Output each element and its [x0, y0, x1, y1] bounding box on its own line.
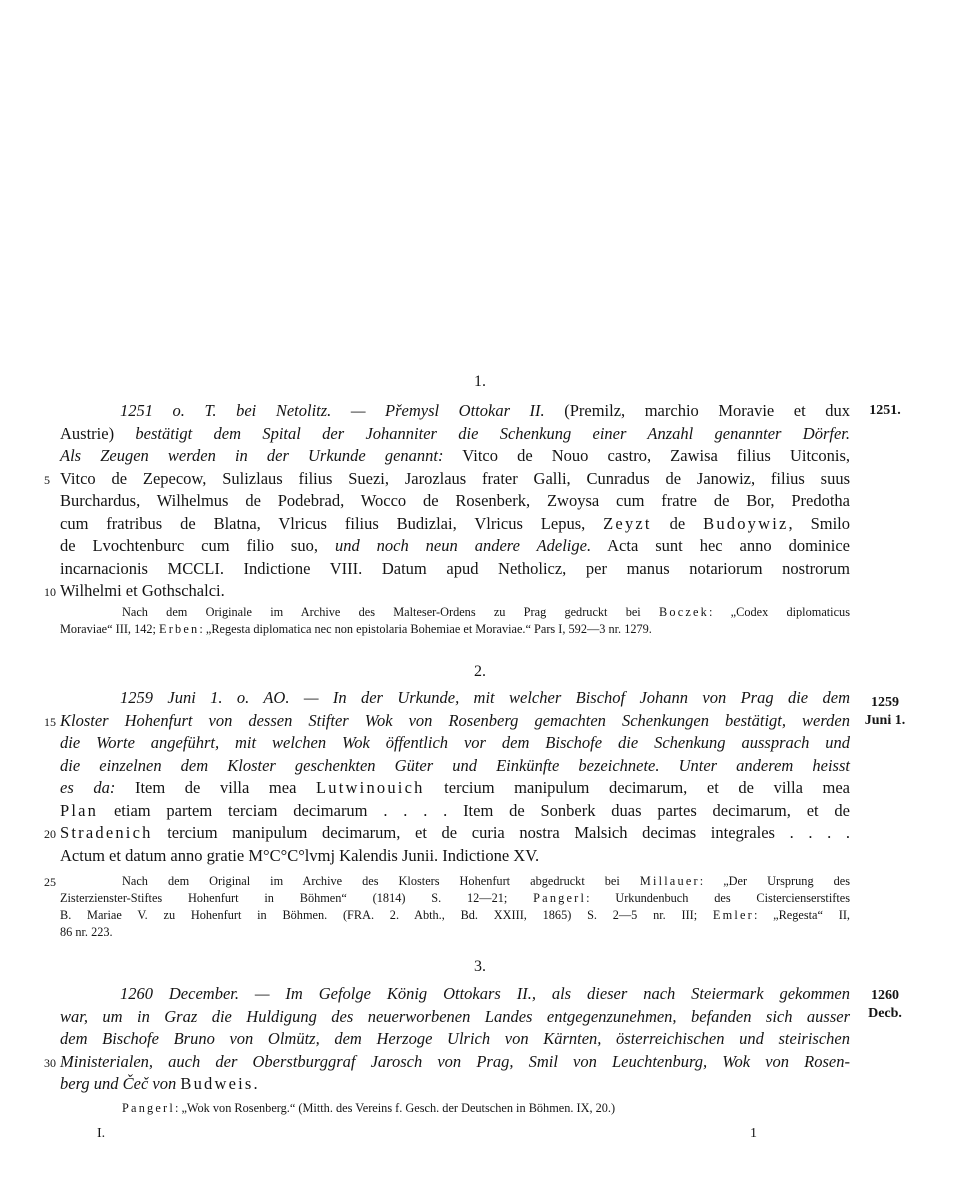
text-segment: (Premilz, marchio Moravie et dux: [544, 401, 850, 420]
note-line: [60, 604, 850, 621]
page-number: 1: [750, 1126, 757, 1141]
text-segment: Vitco de Zepecow, Sulizlaus filius Suezi, Jarozlaus frater Galli, Cunradus de Janowiz, filius suus: [60, 468, 850, 488]
text-line: [44, 1051, 850, 1074]
text-segment: : „Regesta“ II,: [753, 908, 850, 922]
text-segment: Boczek: [658, 605, 710, 619]
text-line: [44, 710, 850, 733]
margin-date-line: 1260: [871, 988, 899, 1003]
margin-date-line: Juni 1.: [864, 713, 906, 728]
text-segment: Pangerl: [533, 891, 587, 905]
text-segment: Ministerialen, auch der Oberstburggraf Jarosch von Prag, Smil von Leuchtenburg, Wok von Rosen-: [60, 1051, 850, 1071]
text-line: [60, 1006, 850, 1029]
text-segment: Burchardus, Wilhelmus de Podebrad, Wocco de Rosenberk, Zwoysa cum fratre de Bor, Predotha: [60, 491, 850, 510]
document-2-text: [44, 687, 851, 867]
text-line: [60, 1028, 850, 1051]
text-segment: de: [651, 513, 704, 533]
document-number-3: 3.: [474, 958, 486, 975]
margin-date-3: [850, 987, 920, 1023]
line-number: 10: [44, 585, 56, 599]
text-segment: Actum et datum anno gratie M°C°C°lvmj Kalendis Junii. Indictione XV.: [60, 845, 540, 865]
text-segment: Wilhelmi et Gothschalci.: [60, 581, 225, 600]
text-line: [44, 822, 850, 845]
text-segment: Nach dem Original im Archive des Klosters Hohenfurt abgedruckt bei: [122, 874, 640, 888]
text-segment: Millauer: [639, 874, 700, 888]
text-segment: Emler: [712, 908, 754, 922]
text-segment: tercium manipulum decimarum, et de villa mea: [424, 778, 851, 797]
text-segment: Zisterzienster-Stiftes Hohenfurt in Böhmen“ (1814) S. 12—21;: [60, 891, 534, 905]
text-segment: Lutwinouich: [316, 778, 425, 797]
text-line: [60, 513, 850, 536]
text-segment: Zeyzt: [603, 513, 652, 533]
margin-date-1: [850, 402, 920, 420]
text-segment: Austrie): [60, 423, 136, 443]
text-line: [60, 535, 850, 558]
line-number: 30: [44, 1055, 56, 1070]
text-segment: Vitco de Nouo castro, Zawisa filius Uitconis,: [443, 446, 850, 465]
text-segment: cum fratribus de Blatna, Vlricus filius Budizlai, Vlricus Lepus,: [60, 513, 604, 533]
text-line: [60, 1073, 850, 1096]
text-segment: die Worte angeführt, mit welchen Wok öffentlich vor dem Bischofe die Schenkung aussprach und: [60, 733, 850, 752]
text-segment: 1259 Juni 1. o. AO. — In der Urkunde, mit welcher Bischof Johann von Prag die dem: [120, 688, 850, 707]
text-segment: Als Zeugen werden in der Urkunde genannt:: [60, 446, 444, 465]
note-line: [60, 1100, 850, 1117]
document-1-text: [44, 400, 851, 603]
document-3-note: [60, 1100, 850, 1117]
text-segment: es da:: [60, 778, 116, 797]
text-segment: : Urkundenbuch des Cistercienserstiftes: [586, 891, 850, 905]
text-segment: .: [253, 1074, 258, 1093]
text-segment: 1260 December. — Im Gefolge König Ottokars II., als dieser nach Steiermark gekommen: [120, 984, 850, 1003]
document-3-text: [44, 983, 850, 1096]
footer-signature: I.: [97, 1126, 106, 1141]
text-segment: 86 nr. 223.: [60, 925, 113, 939]
text-segment: : „Regesta diplomatica nec non epistolaria Bohemiae et Moraviae.“ Pars I, 592—3 nr. 1279.: [199, 622, 652, 636]
text-segment: Nach dem Originale im Archive des Malteser-Ordens zu Prag gedruckt bei: [122, 605, 659, 619]
text-segment: , Smilo: [788, 513, 851, 533]
text-line: [60, 777, 850, 800]
line-number: 15: [44, 714, 56, 729]
text-segment: Budoywiz: [703, 513, 789, 533]
text-segment: de Lvochtenburc cum filio suo,: [60, 536, 335, 555]
text-segment: war, um in Graz die Huldigung des neuerworbenen Landes entgegenzunehmen, befanden sich ausser: [60, 1006, 850, 1026]
text-segment: etiam partem terciam decimarum . . . . Item de Sonberk duas partes decimarum, et de: [98, 800, 850, 820]
document-number-2: 2.: [474, 663, 486, 680]
text-segment: die einzelnen dem Kloster geschenkten Güter und Einkünfte bezeichnete. Unter anderem heisst: [60, 755, 850, 775]
margin-date-2: [850, 694, 920, 730]
text-segment: Stradenich: [60, 823, 153, 842]
text-segment: Erben: [159, 622, 200, 636]
text-segment: 1251 o. T. bei Netolitz. — Přemysl Ottokar II.: [120, 401, 545, 420]
text-line: [60, 445, 850, 468]
text-line: [44, 580, 850, 603]
text-line: [44, 468, 850, 491]
text-segment: : „Der Ursprung des: [699, 874, 851, 888]
note-line: [60, 873, 850, 890]
text-segment: Plan: [60, 800, 99, 820]
note-line: [60, 907, 850, 924]
margin-date-line: Decb.: [868, 1006, 902, 1021]
line-number: 5: [44, 472, 50, 487]
text-segment: Kloster Hohenfurt von dessen Stifter Wok von Rosenberg gemachten Schenkungen bestätigt, werden: [60, 710, 850, 730]
text-line: [60, 423, 850, 446]
text-segment: incarnacionis MCCLI. Indictione VIII. Datum apud Netholicz, per manus notariorum nostrorum: [60, 558, 850, 578]
text-line: [60, 490, 850, 513]
note-line: [60, 890, 850, 907]
text-segment: bestätigt dem Spital der Johanniter die Schenkung einer Anzahl genannter Dörfer.: [135, 423, 850, 443]
text-segment: berg und Čeč von: [60, 1074, 181, 1093]
text-segment: Budweis: [180, 1074, 254, 1093]
text-line: [60, 687, 850, 710]
document-number-1: 1.: [474, 373, 486, 390]
text-segment: : „Wok von Rosenberg.“ (Mitth. des Vereins f. Gesch. der Deutschen in Böhmen. IX, 20.): [174, 1101, 616, 1115]
text-segment: dem Bischofe Bruno von Olmütz, dem Herzoge Ulrich von Kärnten, österreichischen und steirischen: [60, 1029, 850, 1048]
text-segment: Moraviae“ III, 142;: [60, 622, 160, 636]
text-line: [60, 400, 850, 423]
document-1-note: [60, 604, 850, 638]
text-segment: B. Mariae V. zu Hohenfurt in Böhmen. (FRA. 2. Abth., Bd. XXIII, 1865) S. 2—5 nr. III;: [60, 908, 713, 922]
text-line: [60, 800, 850, 823]
text-segment: Pangerl: [122, 1101, 175, 1115]
margin-date-line: 1251.: [869, 403, 901, 418]
margin-date-line: 1259: [871, 695, 899, 710]
text-line: [60, 755, 850, 778]
document-2-note: [44, 873, 851, 941]
text-line: [60, 845, 850, 868]
text-line: [60, 558, 850, 581]
note-line: [60, 621, 850, 638]
text-line: [60, 983, 850, 1006]
line-number: 20: [44, 827, 56, 841]
text-line: [60, 732, 850, 755]
text-segment: Item de villa mea: [115, 778, 317, 797]
text-segment: Acta sunt hec anno dominice: [591, 536, 850, 555]
text-segment: und noch neun andere Adelige.: [334, 536, 592, 555]
text-segment: tercium manipulum decimarum, et de curia nostra Malsich decimas integrales . . . .: [152, 823, 850, 842]
text-segment: : „Codex diplomaticus: [709, 605, 850, 619]
line-number: 25: [44, 875, 56, 889]
